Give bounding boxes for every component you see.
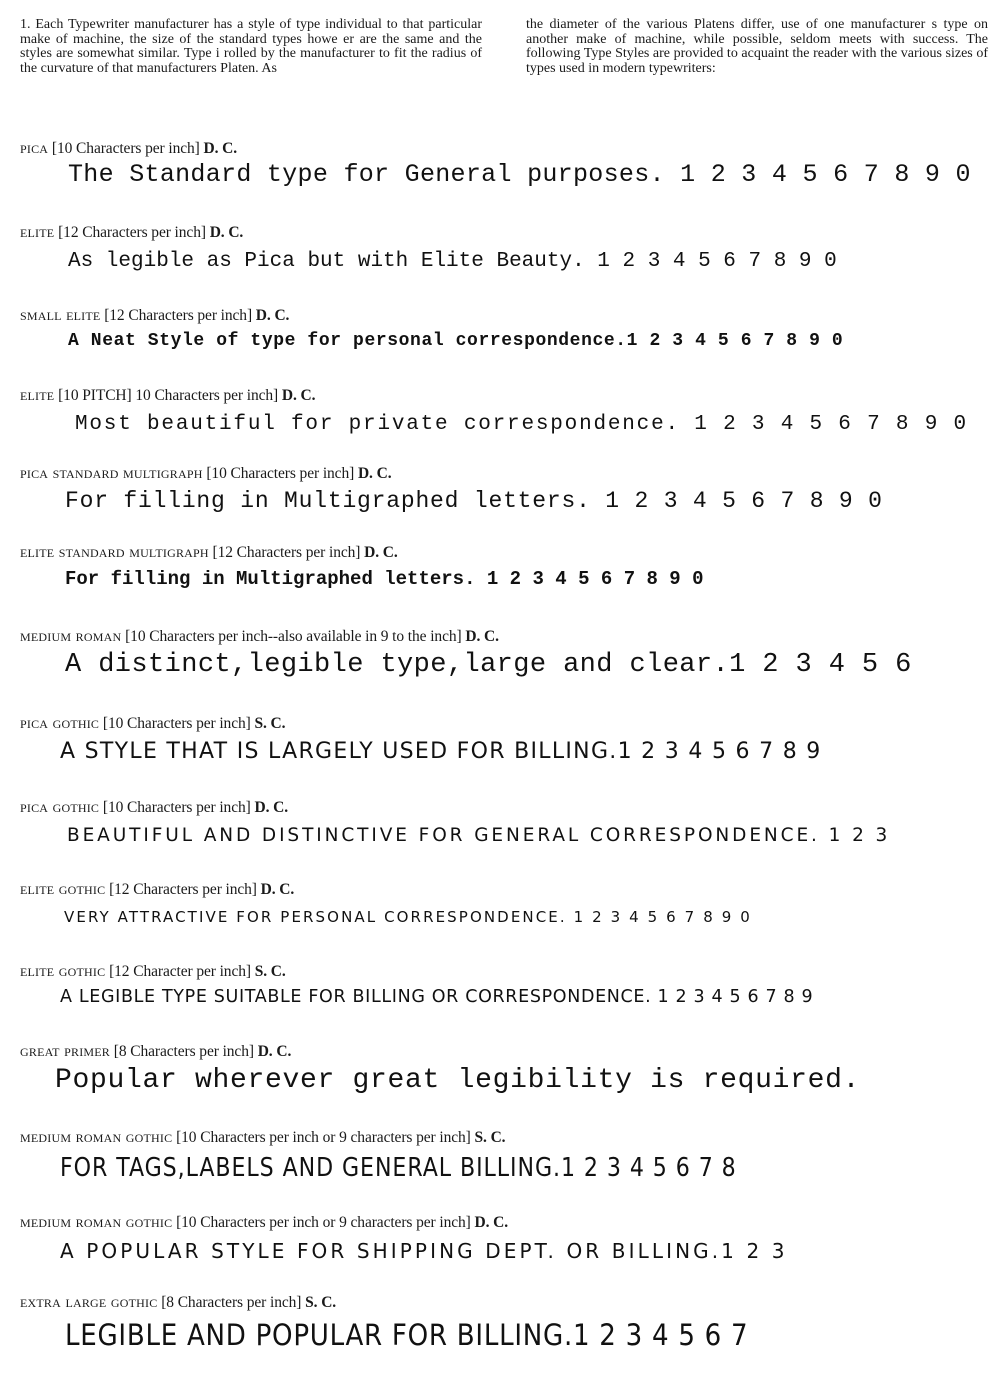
style-heading <box>20 879 985 899</box>
style-spec: [8 Characters per inch] <box>113 1043 254 1060</box>
type-sample: A STYLE THAT IS LARGELY USED FOR BILLING.1 2 3 4 5 6 7 8 9 <box>60 739 822 764</box>
style-spec: [12 Characters per inch] <box>109 881 257 898</box>
style-name: pica gothic <box>20 797 100 816</box>
type-style-elite-gothic-dc <box>20 879 985 926</box>
style-tail: D. C. <box>364 544 398 561</box>
intro-text <box>20 18 988 76</box>
style-tail: D. C. <box>254 799 288 816</box>
style-heading <box>20 1212 985 1232</box>
style-name: elite gothic <box>20 961 106 980</box>
type-style-pica-standard-multigraph <box>20 463 985 514</box>
type-sample: A Neat Style of type for personal correspondence.1 2 3 4 5 6 7 8 9 0 <box>68 331 844 351</box>
style-heading <box>20 138 985 158</box>
style-spec: [10 Characters per inch] <box>102 799 251 816</box>
style-heading <box>20 713 985 733</box>
type-style-elite-10-pitch <box>20 385 985 436</box>
type-sample: A POPULAR STYLE FOR SHIPPING DEPT. OR BILLING.1 2 3 <box>60 1239 788 1263</box>
type-style-pica-gothic-sc <box>20 713 985 764</box>
style-tail: S. C. <box>474 1129 506 1146</box>
style-tail: D. C. <box>281 387 316 404</box>
style-heading <box>20 1041 985 1061</box>
style-spec: [12 Characters per inch] <box>212 544 361 561</box>
type-sample: As legible as Pica but with Elite Beauty. 1 2 3 4 5 6 7 8 9 0 <box>68 250 837 273</box>
style-spec: [10 Characters per inch or 9 characters per inch] <box>176 1214 471 1231</box>
style-spec: [10 Characters per inch] <box>51 140 200 157</box>
style-heading <box>20 222 985 242</box>
type-style-small-elite <box>20 305 985 351</box>
type-style-elite <box>20 222 985 273</box>
type-sample: A distinct,legible type,large and clear.1 2 3 4 5 6 <box>65 650 912 680</box>
style-tail: D. C. <box>474 1214 509 1231</box>
style-tail: D. C. <box>203 140 238 157</box>
type-style-elite-gothic-sc <box>20 961 985 1007</box>
style-name: extra large gothic <box>20 1292 158 1311</box>
type-sample: FOR TAGS,LABELS AND GENERAL BILLING.1 2 3 4 5 6 7 8 <box>60 1153 737 1183</box>
style-heading <box>20 542 985 562</box>
type-sample: Most beautiful for private correspondence. 1 2 3 4 5 6 7 8 9 0 <box>75 413 968 436</box>
type-style-medium-roman-gothic-dc <box>20 1212 985 1263</box>
style-spec: [10 Characters per inch or 9 characters per inch] <box>176 1129 471 1146</box>
style-name: pica gothic <box>20 713 100 732</box>
style-tail: D. C. <box>357 465 392 482</box>
type-style-elite-standard-multigraph <box>20 542 985 590</box>
type-style-medium-roman <box>20 626 985 680</box>
style-heading <box>20 305 985 325</box>
style-name: small elite <box>20 305 101 324</box>
style-spec: [10 Characters per inch--also available in 9 to the inch] <box>125 628 462 645</box>
style-name: elite <box>20 385 55 404</box>
style-name: great primer <box>20 1041 110 1060</box>
intro-right-column: the diameter of the various Platens differ, use of one manufacturer s type on another make of machine, while possible, seldom meets with success. The following Type Styles are provided to acquaint the reader with the various sizes of types used in modern typewriters: <box>526 17 988 76</box>
style-spec: [12 Characters per inch] <box>58 224 206 241</box>
type-sample: LEGIBLE AND POPULAR FOR BILLING.1 2 3 4 5 6 7 <box>65 1318 749 1352</box>
style-tail: S. C. <box>254 963 286 980</box>
style-name: medium roman gothic <box>20 1212 173 1231</box>
type-style-great-primer <box>20 1041 985 1096</box>
style-tail: D. C. <box>257 1043 292 1060</box>
style-spec: [10 PITCH] 10 Characters per inch] <box>58 387 279 404</box>
style-spec: [12 Character per inch] <box>109 963 251 980</box>
type-style-extra-large-gothic <box>20 1292 985 1352</box>
intro-left-column: 1. Each Typewriter manufacturer has a style of type individual to that particular make of machine, the size of the standard types howe er are the same and the styles are somewhat similar. Type i rolled by the manufacturer to fit the radius of the curvature of that manufacturers Platen. As <box>20 17 482 76</box>
style-heading <box>20 961 985 981</box>
style-heading <box>20 797 985 817</box>
style-name: medium roman gothic <box>20 1127 173 1146</box>
type-style-pica-gothic-dc <box>20 797 985 846</box>
style-tail: D. C. <box>465 628 499 645</box>
type-style-pica <box>20 138 985 189</box>
style-tail: S. C. <box>305 1294 337 1311</box>
type-sample: Popular wherever great legibility is required. <box>55 1065 861 1096</box>
style-heading <box>20 1292 985 1312</box>
style-spec: [8 Characters per inch] <box>161 1294 302 1311</box>
style-heading <box>20 463 985 483</box>
style-heading <box>20 626 985 646</box>
type-sample: For filling in Multigraphed letters. 1 2 3 4 5 6 7 8 9 0 <box>65 488 883 514</box>
style-tail: D. C. <box>255 307 290 324</box>
style-name: elite <box>20 222 55 241</box>
style-heading <box>20 385 985 405</box>
style-heading <box>20 1127 985 1147</box>
type-style-medium-roman-gothic-sc <box>20 1127 985 1183</box>
type-sample: BEAUTIFUL AND DISTINCTIVE FOR GENERAL CORRESPONDENCE. 1 2 3 <box>67 825 891 846</box>
style-name: pica standard multigraph <box>20 463 203 482</box>
type-sample: A LEGIBLE TYPE SUITABLE FOR BILLING OR CORRESPONDENCE. 1 2 3 4 5 6 7 8 9 <box>60 987 814 1007</box>
type-sample: For filling in Multigraphed letters. 1 2 3 4 5 6 7 8 9 0 <box>65 568 704 590</box>
type-sample: The Standard type for General purposes. 1 2 3 4 5 6 7 8 9 0 <box>68 160 971 189</box>
style-tail: D. C. <box>260 881 295 898</box>
style-name: elite standard multigraph <box>20 542 209 561</box>
style-tail: S. C. <box>254 715 286 732</box>
style-spec: [10 Characters per inch] <box>206 465 355 482</box>
style-spec: [12 Characters per inch] <box>104 307 253 324</box>
style-name: medium roman <box>20 626 122 645</box>
style-tail: D. C. <box>209 224 244 241</box>
type-sample: VERY ATTRACTIVE FOR PERSONAL CORRESPONDENCE. 1 2 3 4 5 6 7 8 9 0 <box>64 908 752 926</box>
style-name: elite gothic <box>20 879 106 898</box>
style-name: pica <box>20 138 49 157</box>
style-spec: [10 Characters per inch] <box>102 715 251 732</box>
